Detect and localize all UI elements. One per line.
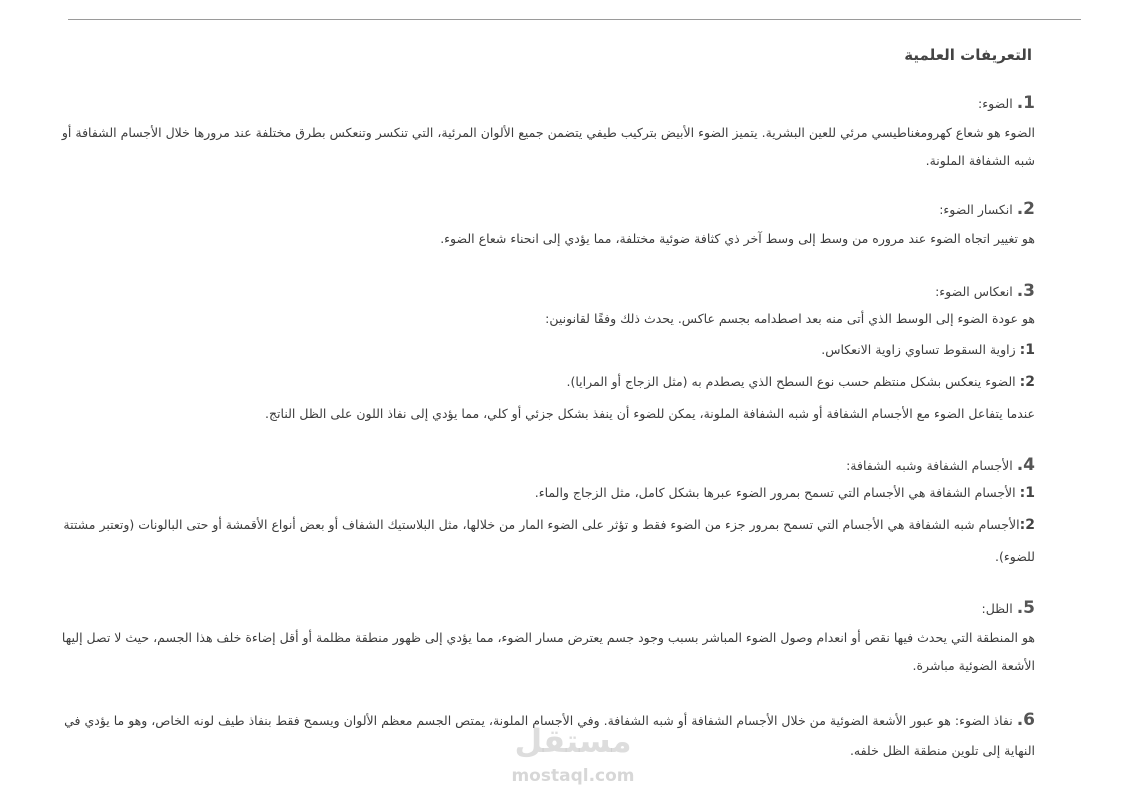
section-transparent-bodies (60, 454, 1035, 572)
section-heading-text: انكسار الضوء: (939, 202, 1013, 217)
section-inline-text: هو عبور الأشعة الضوئية من خلال الأجسام الشفافة أو شبه الشفافة. وفي الأجسام الملونة، يمتص الجسم معظم الألوان ويسمح فقط بنفاذ طيف لونه الخاص، وهو ما يؤدي في النهاية إلى تلوين منطقة الظل خلفه. (64, 713, 1035, 758)
list-item (60, 509, 1035, 572)
list-item-text: الأجسام شبه الشفافة هي الأجسام التي تسمح بمرور جزء من الضوء فقط و تؤثر على الضوء المار من خلالها، مثل البلاستيك الشفاف أو بعض أنواع الأقمشة أو حتى البالونات (وتعتبر مشتتة للضوء). (63, 517, 1035, 564)
list-item-number: 1: (1019, 485, 1035, 501)
watermark-site: mostaql.com (511, 766, 635, 786)
list-item (60, 477, 1035, 509)
section-number: 1. (1016, 93, 1035, 113)
section-intro: هو عودة الضوء إلى الوسط الذي أتى منه بعد اصطدامه بجسم عاكس. يحدث ذلك وفقًا لقانونين: (545, 311, 1035, 326)
list-item-number: 1: (1019, 342, 1035, 358)
section-heading-text: الضوء: (978, 96, 1013, 111)
document-title: التعريفات العلمية (904, 46, 1032, 64)
section-heading-text: نفاذ الضوء: (954, 713, 1013, 728)
section-number: 5. (1016, 598, 1035, 618)
list-item-text: زاوية السقوط تساوي زاوية الانعكاس. (821, 342, 1016, 357)
section-heading-text: الظل: (981, 601, 1013, 616)
top-divider (68, 19, 1081, 20)
section-heading (60, 454, 1035, 477)
section-heading (60, 92, 1035, 115)
section-refraction (60, 198, 1035, 253)
section-paragraph: هو المنطقة التي يحدث فيها نقص أو انعدام وصول الضوء المباشر بسبب وجود جسم يعترض مسار الضوء، مما يؤدي إلى ظهور منطقة مظلمة أو أقل إضاءة خلف هذا الجسم، حيث لا تصل إليها الأشعة الضوئية مباشرة. (61, 630, 1035, 673)
section-heading-text: انعكاس الضوء: (935, 284, 1013, 299)
list-item-text: الأجسام الشفافة هي الأجسام التي تسمح بمرور الضوء عبرها بشكل كامل، مثل الزجاج والماء. (534, 485, 1016, 500)
section-number: 3. (1016, 281, 1035, 301)
section-heading-text: الأجسام الشفافة وشبه الشفافة: (846, 458, 1013, 473)
section-heading (60, 597, 1035, 620)
section-light-transmission (60, 705, 1035, 766)
section-heading (60, 198, 1035, 221)
section-heading (60, 280, 1035, 303)
list-item-number: 2: (1019, 374, 1035, 390)
document-content (60, 40, 1035, 766)
section-shadow (60, 597, 1035, 680)
list-item (60, 334, 1035, 366)
section-number: 2. (1016, 199, 1035, 219)
section-number: 4. (1016, 455, 1035, 475)
section-paragraph (60, 705, 1035, 766)
watermark-logo: مستقل (514, 722, 632, 760)
list-item-number: 2: (1019, 517, 1035, 533)
section-number: 6. (1016, 710, 1035, 730)
section-light (60, 92, 1035, 175)
list-item-text: الضوء ينعكس بشكل منتظم حسب نوع السطح الذي يصطدم به (مثل الزجاج أو المرايا). (566, 374, 1016, 389)
section-paragraph: الضوء هو شعاع كهرومغناطيسي مرئي للعين البشرية. يتميز الضوء الأبيض بتركيب طيفي يتضمن جميع الألوان المرئية، التي تنكسر وتنعكس بطرق مختلفة عند مرورها خلال الأجسام الشفافة أو شبه الشفافة الملونة. (61, 125, 1035, 168)
section-reflection (60, 280, 1035, 429)
section-outro: عندما يتفاعل الضوء مع الأجسام الشفافة أو شبه الشفافة الملونة، يمكن للضوء أن ينفذ بشكل جزئي أو كلي، مما يؤدي إلى نفاذ اللون على الظل الناتج. (265, 406, 1035, 421)
section-paragraph: هو تغيير اتجاه الضوء عند مروره من وسط إلى وسط آخر ذي كثافة ضوئية مختلفة، مما يؤدي إلى انحناء شعاع الضوء. (440, 231, 1035, 246)
list-item (60, 366, 1035, 398)
